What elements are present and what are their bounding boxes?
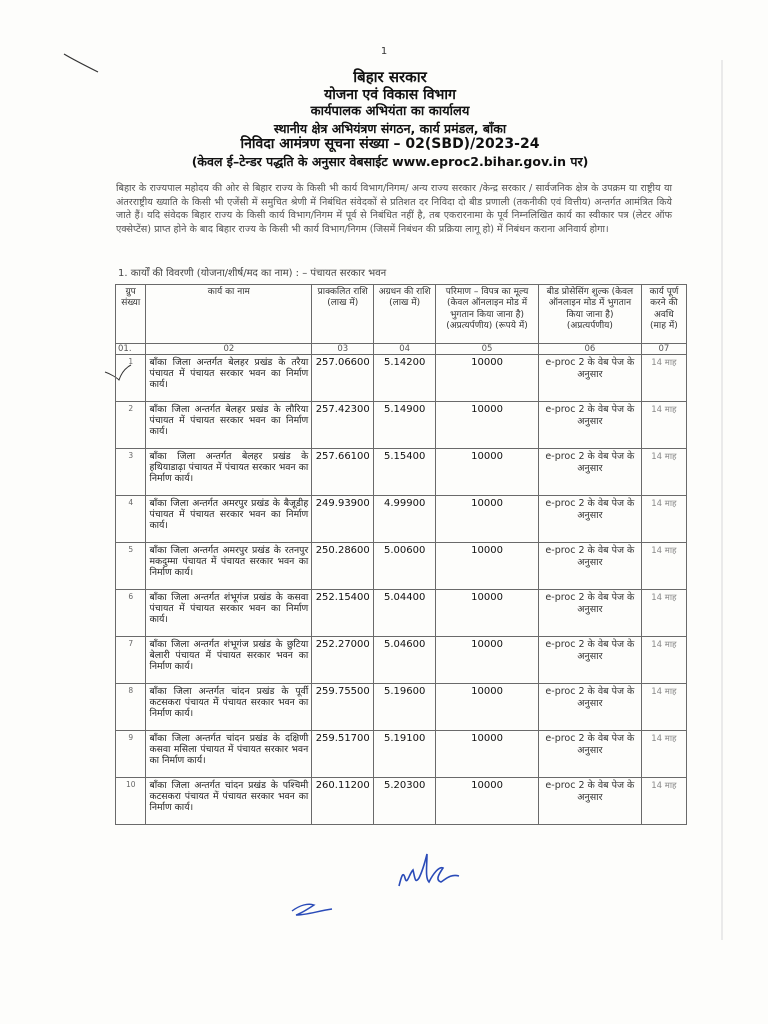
- row-processing-fee: e-proc 2 के वेब पेज के अनुसार: [538, 778, 641, 825]
- row-processing-fee: e-proc 2 के वेब पेज के अनुसार: [538, 590, 641, 637]
- row-bill-cost: 10000: [436, 355, 539, 402]
- column-number: 05: [436, 344, 539, 355]
- row-work-name: बाँका जिला अन्तर्गत अमरपुर प्रखंड के रतनपुर मकदुम्मा पंचायत में पंचायत सरकार भवन का निर्माण कार्य।: [146, 543, 312, 590]
- row-earnest-money: 5.19100: [374, 731, 436, 778]
- row-earnest-money: 5.00600: [374, 543, 436, 590]
- table-row: [116, 684, 687, 731]
- row-completion-period: 14 माह: [641, 449, 686, 496]
- row-estimated-amount: 259.51700: [312, 731, 374, 778]
- row-completion-period: 14 माह: [641, 402, 686, 449]
- notice-website: (केवल ई–टेन्डर पद्धति के अनुसार वेबसाईट www.eproc2.bihar.gov.in पर): [191, 153, 589, 169]
- column-number: 01.: [116, 344, 146, 355]
- column-number: 06: [538, 344, 641, 355]
- row-work-name: बाँका जिला अन्तर्गत बेलहर प्रखंड के लौरिया पंचायत में पंचायत सरकार भवन का निर्माण कार्य।: [146, 402, 312, 449]
- notice-number: निविदा आमंत्रण सूचना संख्या – 02(SBD)/2023-24: [240, 136, 540, 153]
- row-serial: 2: [116, 402, 146, 449]
- row-processing-fee: e-proc 2 के वेब पेज के अनुसार: [538, 731, 641, 778]
- row-processing-fee: e-proc 2 के वेब पेज के अनुसार: [538, 402, 641, 449]
- row-bill-cost: 10000: [436, 778, 539, 825]
- row-serial: 5: [116, 543, 146, 590]
- header-bill-cost: परिमाण – विपत्र का मूल्य (केवल ऑनलाइन मोड में भुगतान किया जाना है) (अप्रत्यर्पणीय) (रूपये में): [436, 285, 539, 344]
- margin-line: [720, 60, 724, 940]
- row-bill-cost: 10000: [436, 449, 539, 496]
- row-bill-cost: 10000: [436, 637, 539, 684]
- intro-paragraph: बिहार के राज्यपाल महोदय की ओर से बिहार राज्य के किसी भी कार्य विभाग/निगम/ अन्य राज्य सरकार /केन्द्र सरकार / सार्वजनिक क्षेत्र के उपक्रम या राष्ट्रीय या अंतरराष्ट्रीय ख्याति के किसी भी एजेंसी में समुचित श्रेणी में निबंधित संवेदकों से प्रतिशत दर निविदा दो बीड प्रणाली (तकनीकी एवं वित्तीय) अन्तर्गत आमंत्रित किये जाते हैं। यदि संवेदक बिहार राज्य के किसी कार्य विभाग/निगम में पूर्व से निबंधित नहीं है, तब एकरारनामा के पूर्व निम्नलिखित कार्य का स्वीकार पत्र (लेटर ऑफ एक्सेप्टेंस) प्राप्त होने के बाद बिहार राज्य के किसी भी कार्य विभाग/निगम (जिसमें निबंधन की प्रक्रिया लागू हो) में निबंधन कराना अनिवार्य होगा।: [116, 183, 672, 235]
- row-processing-fee: e-proc 2 के वेब पेज के अनुसार: [538, 684, 641, 731]
- row-work-name: बाँका जिला अन्तर्गत चांदन प्रखंड के दक्षिणी कसवा मसिला पंचायत में पंचायत सरकार भवन का निर्माण कार्य।: [146, 731, 312, 778]
- header-processing-fee: बीड प्रोसेसिंग शुल्क (केवल ऑनलाइन मोड में भुगतान किया जाना है) (अप्रत्यर्पणीय): [538, 285, 641, 344]
- row-estimated-amount: 252.27000: [312, 637, 374, 684]
- row-completion-period: 14 माह: [641, 355, 686, 402]
- row-processing-fee: e-proc 2 के वेब पेज के अनुसार: [538, 355, 641, 402]
- row-bill-cost: 10000: [436, 543, 539, 590]
- row-work-name: बाँका जिला अन्तर्गत शंभूगंज प्रखंड के छुटिया बेलारी पंचायत में पंचायत सरकार भवन का निर्माण कार्य।: [146, 637, 312, 684]
- row-serial: 10: [116, 778, 146, 825]
- table-row: [116, 543, 687, 590]
- header-completion-period: कार्य पूर्ण करने की अवधि (माह में): [641, 285, 686, 344]
- table-row: [116, 355, 687, 402]
- row-earnest-money: 5.14900: [374, 402, 436, 449]
- row-estimated-amount: 257.42300: [312, 402, 374, 449]
- table-row: [116, 496, 687, 543]
- table-row: [116, 402, 687, 449]
- row-serial: 9: [116, 731, 146, 778]
- document-header: [100, 68, 680, 169]
- initials-signature: [288, 893, 338, 919]
- row-serial: 3: [116, 449, 146, 496]
- row-completion-period: 14 माह: [641, 684, 686, 731]
- row-processing-fee: e-proc 2 के वेब पेज के अनुसार: [538, 449, 641, 496]
- row-work-name: बाँका जिला अन्तर्गत बेलहर प्रखंड के हथियाडाढ़ा पंचायत में पंचायत सरकार भवन का निर्माण कार्य।: [146, 449, 312, 496]
- row-serial: 7: [116, 637, 146, 684]
- header-estimated-amount: प्राक्कलित राशि (लाख में): [312, 285, 374, 344]
- row-completion-period: 14 माह: [641, 778, 686, 825]
- works-table: [115, 284, 687, 825]
- row-estimated-amount: 260.11200: [312, 778, 374, 825]
- table-row: [116, 590, 687, 637]
- page-number: 1: [380, 46, 388, 57]
- row-estimated-amount: 259.75500: [312, 684, 374, 731]
- table-row: [116, 637, 687, 684]
- row-earnest-money: 5.19600: [374, 684, 436, 731]
- table-row: [116, 449, 687, 496]
- row-earnest-money: 5.15400: [374, 449, 436, 496]
- row-estimated-amount: 249.93900: [312, 496, 374, 543]
- row-estimated-amount: 250.28600: [312, 543, 374, 590]
- table-body: [116, 355, 687, 825]
- table-row: [116, 731, 687, 778]
- row-completion-period: 14 माह: [641, 590, 686, 637]
- column-number: 03: [312, 344, 374, 355]
- header-department: योजना एवं विकास विभाग: [324, 86, 456, 103]
- row-work-name: बाँका जिला अन्तर्गत अमरपुर प्रखंड के बैजूडीह पंचायत में पंचायत सरकार भवन का निर्माण कार्य।: [146, 496, 312, 543]
- row-work-name: बाँका जिला अन्तर्गत बेलहर प्रखंड के तरैया पंचायत में पंचायत सरकार भवन का निर्माण कार्य।: [146, 355, 312, 402]
- works-subheading: 1. कार्यों की विवरणी (योजना/शीर्ष/मद का नाम) : – पंचायत सरकार भवन: [118, 268, 387, 279]
- row-work-name: बाँका जिला अन्तर्गत चांदन प्रखंड के पूर्वी कटसकरा पंचायत में पंचायत सरकार भवन का निर्माण कार्य।: [146, 684, 312, 731]
- row-earnest-money: 5.14200: [374, 355, 436, 402]
- row-completion-period: 14 माह: [641, 637, 686, 684]
- row-bill-cost: 10000: [436, 496, 539, 543]
- column-number-row: [116, 344, 687, 355]
- row-serial: 6: [116, 590, 146, 637]
- row-work-name: बाँका जिला अन्तर्गत शंभूगंज प्रखंड के कसवा पंचायत में पंचायत सरकार भवन का निर्माण कार्य।: [146, 590, 312, 637]
- row-processing-fee: e-proc 2 के वेब पेज के अनुसार: [538, 496, 641, 543]
- table-row: [116, 778, 687, 825]
- row-estimated-amount: 257.06600: [312, 355, 374, 402]
- column-number: 04: [374, 344, 436, 355]
- row-serial: 1: [116, 355, 146, 402]
- row-processing-fee: e-proc 2 के वेब पेज के अनुसार: [538, 543, 641, 590]
- row-completion-period: 14 माह: [641, 543, 686, 590]
- row-bill-cost: 10000: [436, 590, 539, 637]
- row-processing-fee: e-proc 2 के वेब पेज के अनुसार: [538, 637, 641, 684]
- row-earnest-money: 5.04400: [374, 590, 436, 637]
- header-office: कार्यपालक अभियंता का कार्यालय: [310, 104, 470, 120]
- table-header-row: [116, 285, 687, 344]
- row-bill-cost: 10000: [436, 402, 539, 449]
- row-bill-cost: 10000: [436, 684, 539, 731]
- row-earnest-money: 4.99900: [374, 496, 436, 543]
- row-work-name: बाँका जिला अन्तर्गत चांदन प्रखंड के पश्चिमी कटसकरा पंचायत में पंचायत सरकार भवन का निर्माण कार्य।: [146, 778, 312, 825]
- row-estimated-amount: 257.66100: [312, 449, 374, 496]
- header-work-name: कार्य का नाम: [146, 285, 312, 344]
- header-earnest-money: अग्रधन की राशि (लाख में): [374, 285, 436, 344]
- row-estimated-amount: 252.15400: [312, 590, 374, 637]
- row-earnest-money: 5.20300: [374, 778, 436, 825]
- row-bill-cost: 10000: [436, 731, 539, 778]
- column-number: 07: [641, 344, 686, 355]
- row-completion-period: 14 माह: [641, 731, 686, 778]
- header-government: बिहार सरकार: [353, 68, 427, 86]
- row-serial: 4: [116, 496, 146, 543]
- header-group-number: ग्रुप संख्या: [116, 285, 146, 344]
- header-division: स्थानीय क्षेत्र अभियंत्रण संगठन, कार्य प्रमंडल, बाँका: [273, 120, 507, 136]
- row-serial: 8: [116, 684, 146, 731]
- column-number: 02: [146, 344, 312, 355]
- row-completion-period: 14 माह: [641, 496, 686, 543]
- officer-signature: [395, 848, 465, 898]
- row-earnest-money: 5.04600: [374, 637, 436, 684]
